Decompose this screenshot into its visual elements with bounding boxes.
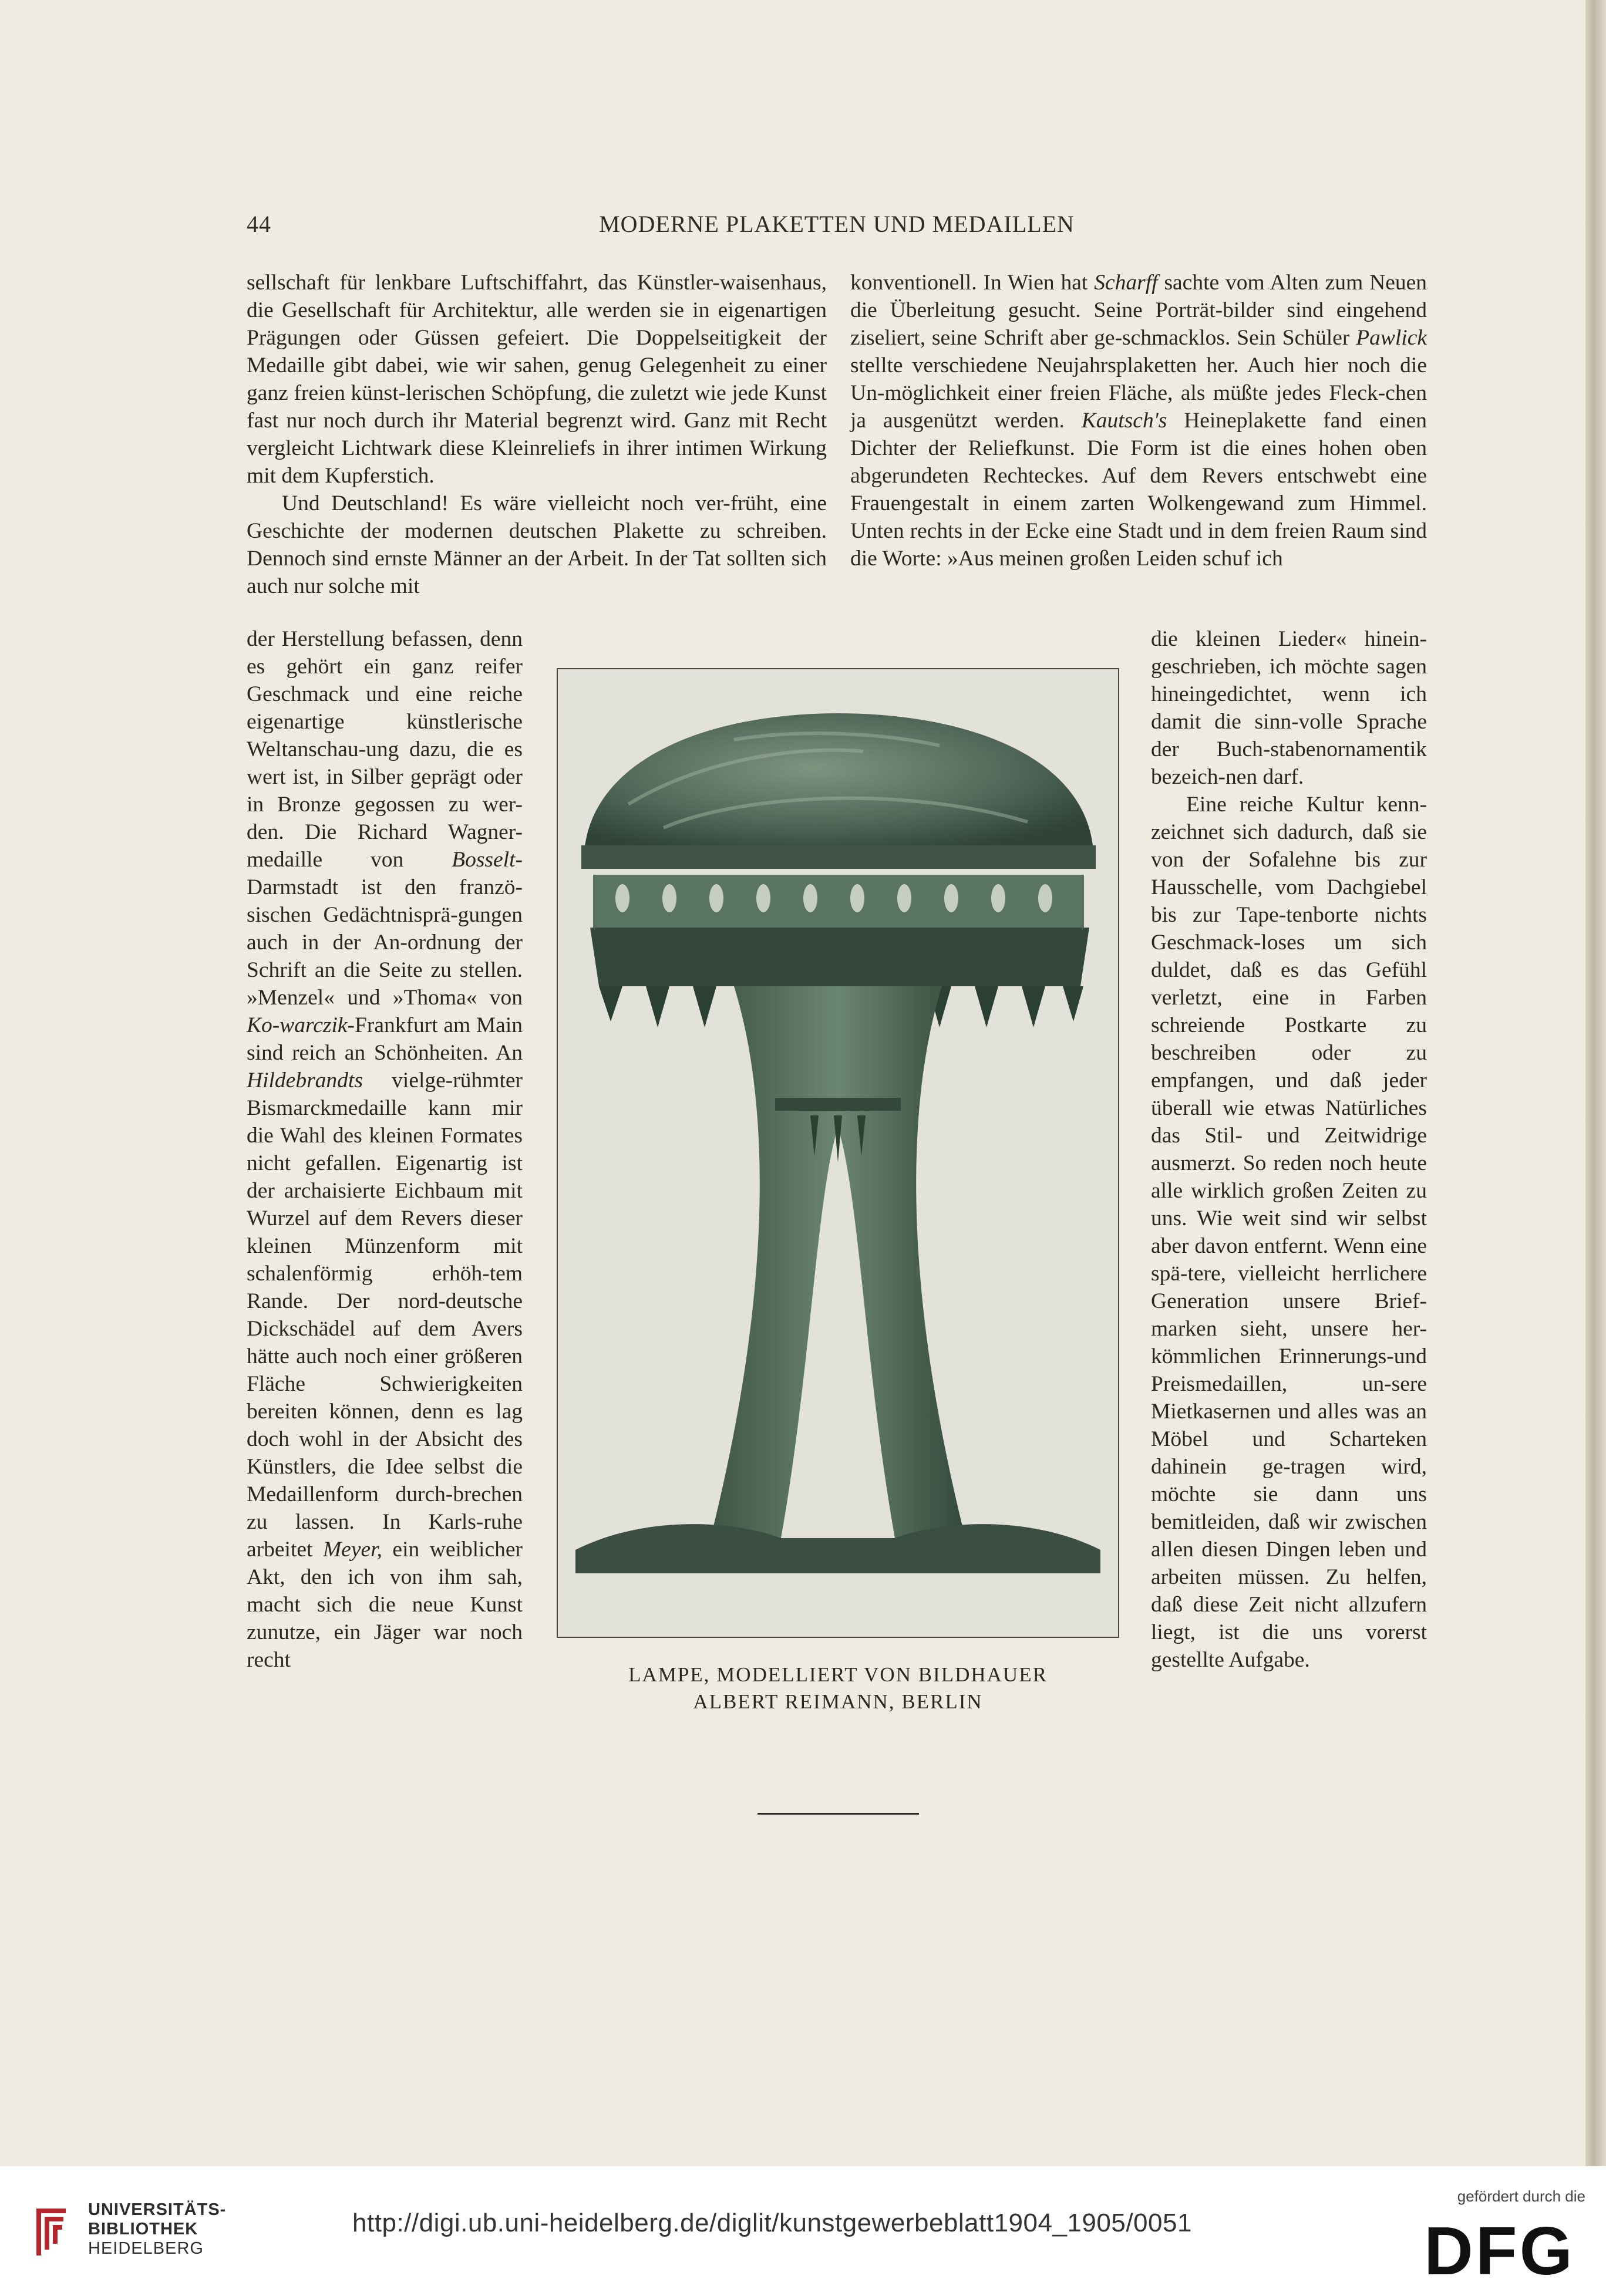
funding-label: gefördert durch die bbox=[1457, 2187, 1585, 2205]
text-run: vielge-rühmter Bismarckmedaille kann mir die Wahl des kleinen Formates nicht gefallen. Eigenartig ist der archaisierte Eichbaum mit Wurzel auf dem Revers dieser kleinen Münzenform mit schalenförmig erhöh-tem Rande. Der nord-deutsche Dickschädel auf dem Avers hätte auch noch einer größeren Fläche Schwierigkeiten bereiten können, denn es lag doch wohl in der Absicht des Künstlers, die Idee selbst die Medaillenform durch-brechen zu lassen. In Karls-ruhe arbeitet bbox=[247, 1068, 523, 1562]
running-head: MODERNE PLAKETTEN UND MEDAILLEN bbox=[599, 211, 1075, 237]
text-run: -Frankfurt am Main sind reich an Schönheiten. An bbox=[247, 1013, 523, 1065]
text-column-top-left bbox=[247, 269, 827, 600]
permalink-url[interactable]: http://digi.ub.uni-heidelberg.de/diglit/kunstgewerbeblatt1904_1905/0051 bbox=[352, 2209, 1192, 2237]
paragraph: Eine reiche Kultur kenn-zeichnet sich dadurch, daß sie von der Sofalehne bis zur Hausschelle, vom Dachgiebel bis zur Tape-tenborte nichts Geschmack-loses um sich duldet, daß es das Gefühl verletzt, eine in Farben schreiende Postkarte zu beschreiben oder zu empfangen, und daß jeder überall wie etwas Natürliches das Stil- und Zeitwidrige ausmerzt. So reden noch heute alle wirklich großen Zeiten zu uns. Wie weit sind wir selbst aber davon entfernt. Wenn eine spä-tere, vielleicht herrlichere Generation unsere Brief-marken sieht, unsere her-kömmlichen Erinnerungs-und Preismedaillen, un-sere Mietkasernen und alles was an Möbel und Scharteken dahinein ge-tragen wird, möchte sie dann uns bemitleiden, daß wir zwischen allen diesen Dingen leben und arbeiten müssen. Zu helfen, daß diese Zeit nicht allzufern liegt, ist die uns vorerst gestellte Aufgabe. bbox=[1151, 793, 1427, 1672]
paragraph bbox=[850, 269, 1427, 572]
lamp-rim bbox=[581, 845, 1096, 869]
artist-name: Scharff bbox=[1094, 271, 1158, 295]
text-column-left bbox=[247, 625, 523, 1674]
paragraph: die kleinen Lieder« hinein-geschrieben, ich möchte sagen hineingedichtet, wenn ich damit die sinn-volle Sprache der Buch-stabenornamentik bezeich-nen darf. bbox=[1151, 627, 1427, 789]
page-edge bbox=[1585, 0, 1606, 2166]
library-name-line: UNIVERSITÄTS- bbox=[88, 2200, 227, 2219]
artist-name: Ko-warczik bbox=[247, 1013, 348, 1037]
text-run: konventionell. In Wien hat bbox=[850, 271, 1088, 295]
paragraph bbox=[247, 625, 523, 1674]
dfg-logo: DFG bbox=[1424, 2213, 1575, 2289]
figure-caption bbox=[557, 1661, 1119, 1715]
caption-line: LAMPE, MODELLIERT VON BILDHAUER bbox=[628, 1663, 1048, 1686]
page-number: 44 bbox=[247, 211, 271, 237]
lamp-fringe bbox=[590, 928, 1089, 986]
text-run: -Darmstadt ist den franzö-sischen Gedächtnisprä-gungen auch in der An-ordnung der Schrift an die Seite zu stellen. »Menzel« und »Thoma« von bbox=[247, 848, 523, 1010]
artist-name: Hildebrandts bbox=[247, 1068, 363, 1093]
lamp-image bbox=[558, 669, 1118, 1637]
page-header bbox=[247, 210, 1427, 245]
text-column-right bbox=[1151, 625, 1427, 1674]
lamp-illustration bbox=[557, 668, 1119, 1638]
artist-name: Pawlick bbox=[1356, 326, 1427, 350]
text-column-top-right bbox=[850, 269, 1427, 572]
text-run: stellte verschiedene Neujahrsplaketten her. Auch hier noch die Un-möglichkeit einer freien Fläche, als müßte jedes Fleck-chen ja ausgenützt werden. bbox=[850, 353, 1427, 433]
library-name bbox=[88, 2200, 226, 2258]
text-run: der Herstellung befassen, denn es gehört ein ganz reifer Geschmack und eine reiche eigenartige künstlerische Weltanschau-ung dazu, die es wert ist, in Silber geprägt oder in Bronze gegossen zu wer-den. Die Richard Wagner-medaille von bbox=[247, 627, 523, 872]
text-run: sachte vom Alten zum Neuen die Überleitung gesucht. Seine Porträt-bilder sind eingehend ziseliert, seine Schrift aber ge-schmacklos. Sein Schüler bbox=[850, 271, 1427, 350]
artist-name: Kautsch's bbox=[1081, 409, 1167, 433]
artist-name: Meyer, bbox=[322, 1538, 382, 1562]
caption-line: ALBERT REIMANN, BERLIN bbox=[693, 1690, 983, 1713]
library-name-line: HEIDELBERG bbox=[88, 2239, 204, 2258]
text-run: ein weiblicher Akt, den ich von ihm sah, macht sich die neue Kunst zunutze, ein Jäger war noch recht bbox=[247, 1538, 523, 1672]
text-run: Heineplakette fand einen Dichter der Reliefkunst. Die Form ist die eines hohen oben abgerundeten Rechteckes. Auf dem Revers entschwebt eine Frauengestalt in einem zarten Wolkengewand zum Himmel. Unten rechts in der Ecke eine Stadt und in dem freien Raum sind die Worte: »Aus meinen großen Leiden schuf ich bbox=[850, 409, 1427, 571]
artist-name: Bosselt bbox=[452, 848, 516, 872]
paragraph: Und Deutschland! Es wäre vielleicht noch ver-früht, eine Geschichte der modernen deutschen Plakette zu schreiben. Dennoch sind ernste Männer an der Arbeit. In der Tat sollten sich auch nur solche mit bbox=[247, 491, 827, 598]
paragraph: sellschaft für lenkbare Luftschiffahrt, das Künstler-waisenhaus, die Gesellschaft für Architektur, alle werden sie in eigenartigen Prägungen oder Güssen gefeiert. Die Doppelseitigkeit der Medaille gibt dabei, wie wir sahen, genug Gelegenheit zu einer ganz freien künst-lerischen Schöpfung, die zuletzt wie jede Kunst fast nur noch durch ihr Material begrenzt wird. Ganz mit Recht vergleicht Lichtwark diese Kleinreliefs in ihrer intimen Wirkung mit dem Kupferstich. bbox=[247, 271, 827, 488]
end-rule bbox=[757, 1813, 919, 1815]
library-name-line: BIBLIOTHEK bbox=[88, 2220, 198, 2238]
library-logo-icon bbox=[31, 2203, 72, 2261]
viewer-footer bbox=[0, 2166, 1606, 2296]
